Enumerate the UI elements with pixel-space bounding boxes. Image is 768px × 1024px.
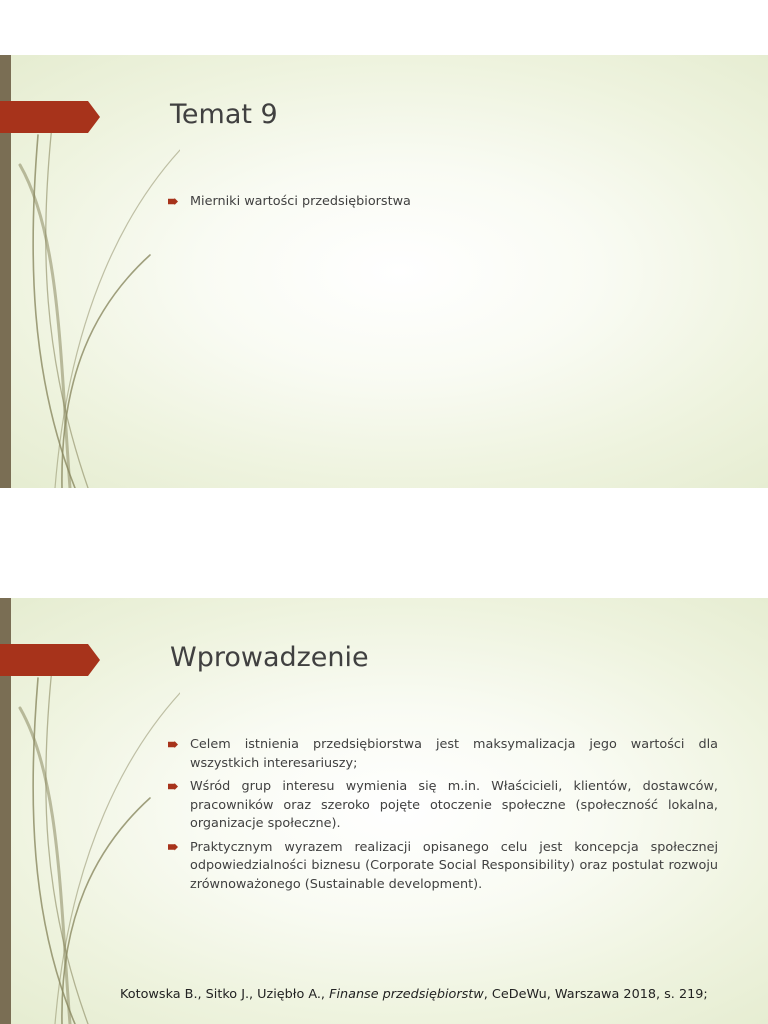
list-item-text: Praktycznym wyrazem realizacji opisanego celu jest koncepcja społecznej odpowiedzialności biznesu (Corporate Social Responsibility) oraz postulat rozwoju zrównoważonego (Sustainable development). [190, 839, 718, 892]
title-flag-icon [0, 101, 100, 133]
list-item [168, 839, 718, 895]
citation-publisher: , CeDeWu, Warszawa 2018, s. 219; [483, 987, 708, 1002]
bullet-list [168, 736, 718, 899]
title-flag-icon [0, 644, 100, 676]
slide-title: Temat 9 [170, 99, 278, 130]
citation-book-title: Finanse przedsiębiorstw [329, 987, 484, 1002]
list-item-text: Mierniki wartości przedsiębiorstwa [190, 194, 411, 209]
list-item-text: Celem istnienia przedsiębiorstwa jest maksymalizacja jego wartości dla wszystkich interesariuszy; [190, 737, 718, 771]
list-item [168, 193, 728, 212]
arrow-bullet-icon [168, 844, 178, 851]
arrow-bullet-icon [168, 198, 178, 205]
bullet-list [168, 193, 728, 217]
citation [120, 987, 708, 1002]
list-item-text: Wśród grup interesu wymienia się m.in. Właścicieli, klientów, dostawców, pracowników oraz szeroko pojęte otoczenie społeczne (społeczność lokalna, organizacje społeczne). [190, 779, 718, 831]
slide-title: Wprowadzenie [170, 642, 369, 673]
arrow-bullet-icon [168, 783, 178, 790]
slide-2 [0, 598, 768, 1024]
citation-authors: Kotowska B., Sitko J., Uziębło A., [120, 987, 330, 1002]
list-item [168, 778, 718, 834]
list-item [168, 736, 718, 773]
slide-1 [0, 55, 768, 488]
arrow-bullet-icon [168, 741, 178, 748]
